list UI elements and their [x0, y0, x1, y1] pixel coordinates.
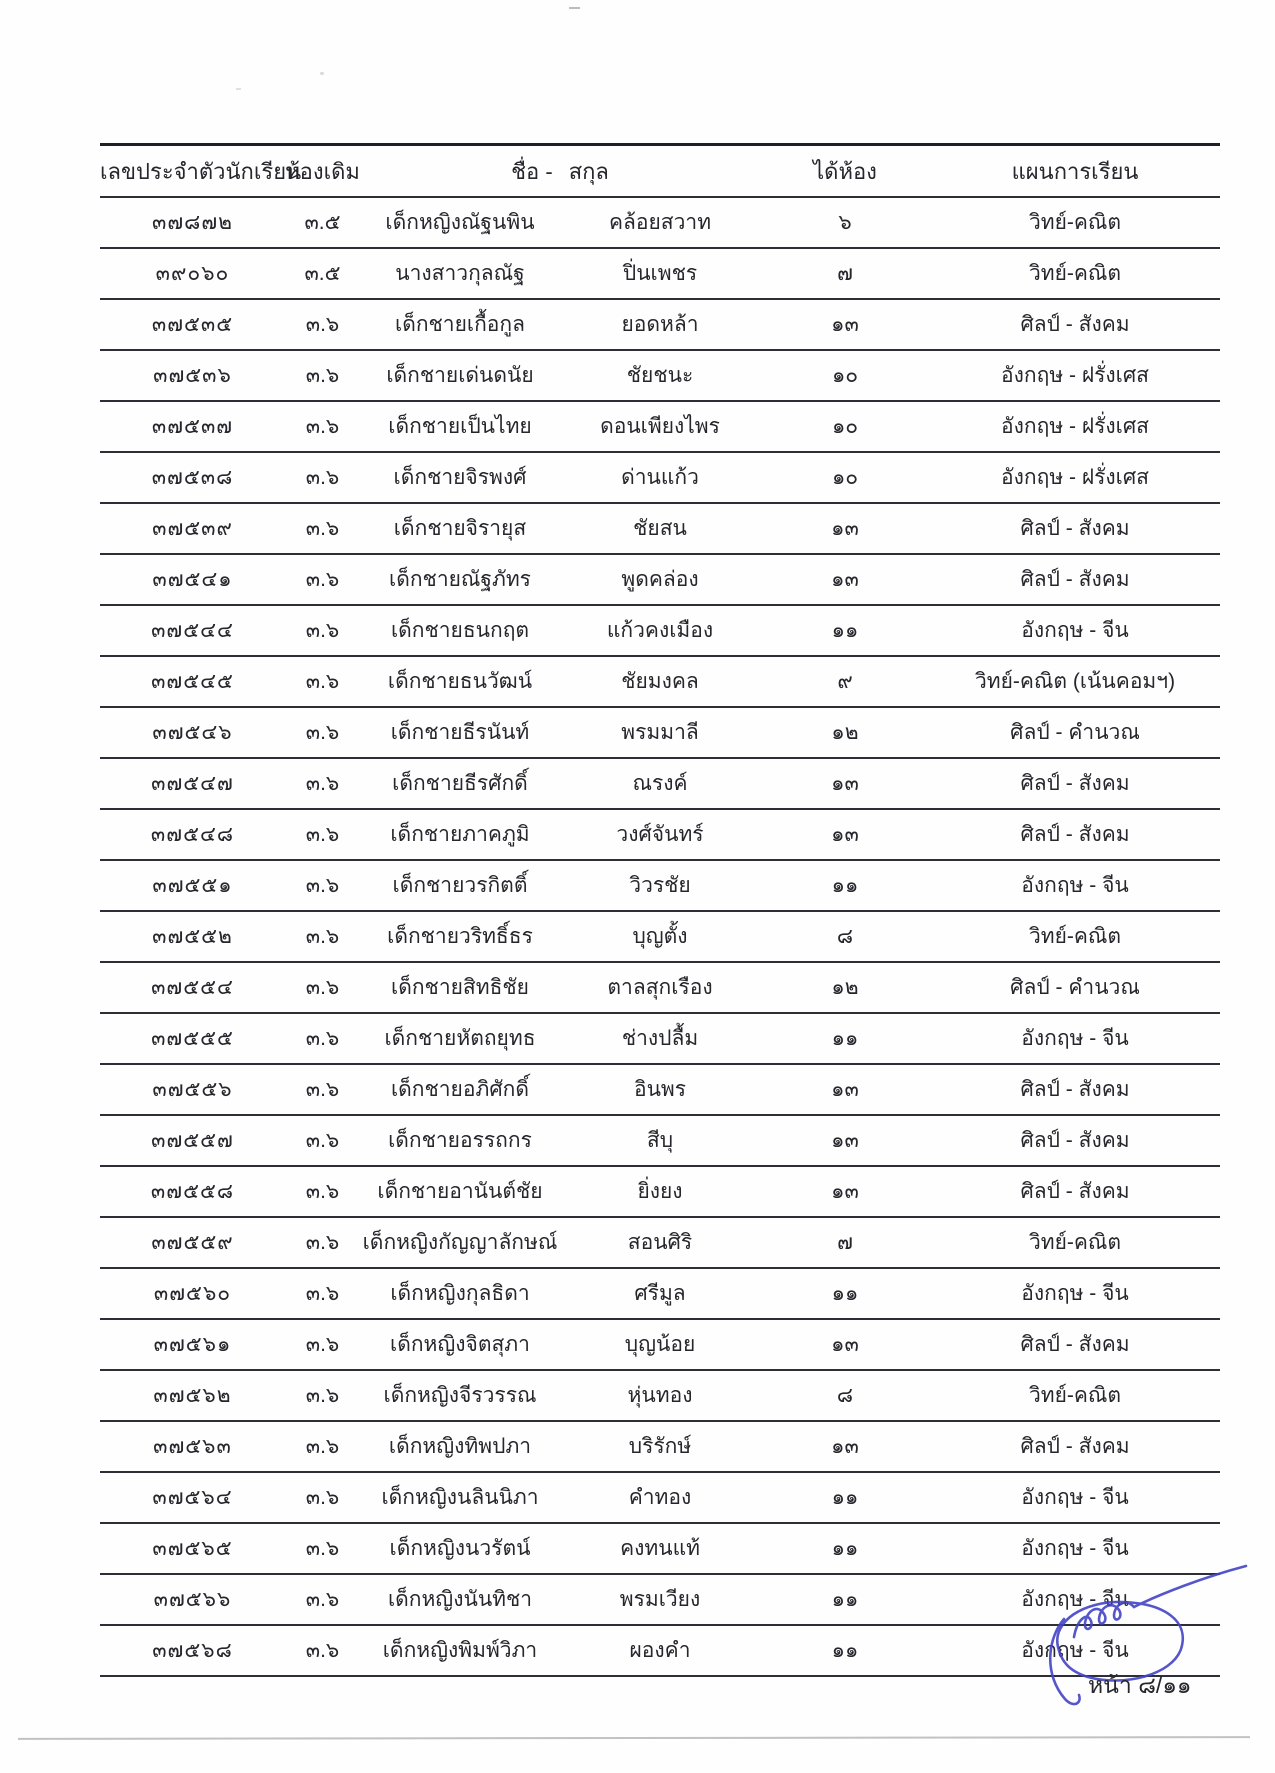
- student-row: [100, 1064, 1220, 1115]
- cell-assigned-room: ๑๓: [760, 1319, 930, 1370]
- cell-first-name: เด็กหญิงกัญญาลักษณ์: [360, 1217, 560, 1268]
- student-row: [100, 1115, 1220, 1166]
- cell-assigned-room: ๑๑: [760, 1574, 930, 1625]
- cell-last-name: พรมเวียง: [560, 1574, 760, 1625]
- cell-last-name: บุญน้อย: [560, 1319, 760, 1370]
- cell-student-id: ๓๗๕๔๕: [100, 656, 285, 707]
- cell-student-id: ๓๗๕๕๔: [100, 962, 285, 1013]
- cell-student-id: ๓๗๕๖๐: [100, 1268, 285, 1319]
- student-row: [100, 1319, 1220, 1370]
- cell-student-id: ๓๗๕๓๘: [100, 452, 285, 503]
- header-name-surname: [360, 145, 760, 198]
- scan-artifact-line: [18, 1736, 1250, 1740]
- cell-first-name: เด็กชายธีรศักดิ์: [360, 758, 560, 809]
- student-row: [100, 1268, 1220, 1319]
- cell-assigned-room: ๑๑: [760, 1472, 930, 1523]
- cell-old-room: ๓.๖: [285, 809, 360, 860]
- cell-study-plan: ศิลป์ - สังคม: [930, 299, 1220, 350]
- cell-first-name: เด็กชายณัฐภัทร: [360, 554, 560, 605]
- cell-study-plan: อังกฤษ - จีน: [930, 1625, 1220, 1676]
- cell-first-name: เด็กหญิงพิมพ์วิภา: [360, 1625, 560, 1676]
- cell-old-room: ๓.๖: [285, 554, 360, 605]
- cell-old-room: ๓.๖: [285, 1421, 360, 1472]
- cell-first-name: เด็กหญิงจิตสุภา: [360, 1319, 560, 1370]
- cell-old-room: ๓.๖: [285, 911, 360, 962]
- cell-first-name: เด็กชายจิรพงศ์: [360, 452, 560, 503]
- cell-study-plan: อังกฤษ - จีน: [930, 1268, 1220, 1319]
- cell-student-id: ๓๗๕๕๖: [100, 1064, 285, 1115]
- cell-first-name: เด็กชายวริทธิ์ธร: [360, 911, 560, 962]
- cell-first-name: เด็กชายจิรายุส: [360, 503, 560, 554]
- cell-student-id: ๓๗๕๖๔: [100, 1472, 285, 1523]
- cell-first-name: เด็กชายอรรถกร: [360, 1115, 560, 1166]
- header-study-plan: แผนการเรียน: [930, 145, 1220, 198]
- cell-first-name: นางสาวกุลณัฐ: [360, 248, 560, 299]
- cell-old-room: ๓.๖: [285, 1268, 360, 1319]
- cell-student-id: ๓๗๕๖๕: [100, 1523, 285, 1574]
- cell-study-plan: ศิลป์ - สังคม: [930, 1166, 1220, 1217]
- cell-study-plan: ศิลป์ - สังคม: [930, 1064, 1220, 1115]
- cell-old-room: ๓.๖: [285, 1472, 360, 1523]
- student-row: [100, 860, 1220, 911]
- student-row: [100, 1166, 1220, 1217]
- cell-old-room: ๓.๖: [285, 1370, 360, 1421]
- cell-assigned-room: ๗: [760, 248, 930, 299]
- cell-last-name: ชัยชนะ: [560, 350, 760, 401]
- scan-artifact-speck: [320, 72, 324, 75]
- student-row: [100, 452, 1220, 503]
- cell-student-id: ๓๗๕๕๒: [100, 911, 285, 962]
- cell-student-id: ๓๗๕๕๑: [100, 860, 285, 911]
- cell-old-room: ๓.๖: [285, 860, 360, 911]
- cell-first-name: เด็กหญิงณัฐนพิน: [360, 197, 560, 248]
- cell-student-id: ๓๗๕๖๒: [100, 1370, 285, 1421]
- cell-study-plan: ศิลป์ - สังคม: [930, 1421, 1220, 1472]
- cell-assigned-room: ๑๓: [760, 1421, 930, 1472]
- cell-old-room: ๓.๖: [285, 1115, 360, 1166]
- cell-old-room: ๓.๖: [285, 1166, 360, 1217]
- header-surname: สกุล: [568, 158, 609, 184]
- student-row: [100, 1013, 1220, 1064]
- cell-last-name: ยอดหล้า: [560, 299, 760, 350]
- cell-assigned-room: ๑๑: [760, 1013, 930, 1064]
- student-row: [100, 503, 1220, 554]
- student-row: [100, 1217, 1220, 1268]
- cell-study-plan: อังกฤษ - จีน: [930, 1472, 1220, 1523]
- student-row: [100, 809, 1220, 860]
- cell-student-id: ๓๗๕๓๙: [100, 503, 285, 554]
- student-table-body: [100, 197, 1220, 1676]
- header-old-room: ห้องเดิม: [285, 145, 360, 198]
- cell-study-plan: อังกฤษ - ฝรั่งเศส: [930, 350, 1220, 401]
- student-row: [100, 401, 1220, 452]
- cell-first-name: เด็กชายอภิศักดิ์: [360, 1064, 560, 1115]
- cell-last-name: คำทอง: [560, 1472, 760, 1523]
- cell-student-id: ๓๗๕๔๗: [100, 758, 285, 809]
- cell-study-plan: วิทย์-คณิต: [930, 1370, 1220, 1421]
- cell-old-room: ๓.๖: [285, 350, 360, 401]
- cell-first-name: เด็กชายธีรนันท์: [360, 707, 560, 758]
- cell-student-id: ๓๗๘๗๒: [100, 197, 285, 248]
- cell-student-id: ๓๗๕๓๗: [100, 401, 285, 452]
- cell-last-name: ช่างปลื้ม: [560, 1013, 760, 1064]
- header-student-id: เลขประจำตัวนักเรียน: [100, 145, 285, 198]
- cell-old-room: ๓.๖: [285, 656, 360, 707]
- cell-last-name: วงศ์จันทร์: [560, 809, 760, 860]
- cell-last-name: แก้วคงเมือง: [560, 605, 760, 656]
- cell-old-room: ๓.๕: [285, 197, 360, 248]
- cell-old-room: ๓.๖: [285, 1625, 360, 1676]
- cell-assigned-room: ๘: [760, 911, 930, 962]
- cell-assigned-room: ๑๐: [760, 452, 930, 503]
- cell-last-name: พรมมาลี: [560, 707, 760, 758]
- cell-first-name: เด็กชายอานันต์ชัย: [360, 1166, 560, 1217]
- cell-last-name: บริรักษ์: [560, 1421, 760, 1472]
- cell-assigned-room: ๑๓: [760, 758, 930, 809]
- cell-first-name: เด็กหญิงนันทิชา: [360, 1574, 560, 1625]
- header-assigned-room: ได้ห้อง: [760, 145, 930, 198]
- cell-assigned-room: ๘: [760, 1370, 930, 1421]
- cell-assigned-room: ๑๓: [760, 554, 930, 605]
- cell-first-name: เด็กชายเกื้อกูล: [360, 299, 560, 350]
- cell-last-name: สอนศิริ: [560, 1217, 760, 1268]
- cell-last-name: ศรีมูล: [560, 1268, 760, 1319]
- cell-study-plan: อังกฤษ - ฝรั่งเศส: [930, 401, 1220, 452]
- cell-last-name: หุ่นทอง: [560, 1370, 760, 1421]
- cell-last-name: ดอนเพียงไพร: [560, 401, 760, 452]
- cell-study-plan: วิทย์-คณิต: [930, 911, 1220, 962]
- cell-last-name: ด่านแก้ว: [560, 452, 760, 503]
- cell-student-id: ๓๗๕๔๑: [100, 554, 285, 605]
- cell-old-room: ๓.๖: [285, 1523, 360, 1574]
- student-row: [100, 707, 1220, 758]
- cell-first-name: เด็กหญิงกุลธิดา: [360, 1268, 560, 1319]
- student-row: [100, 1574, 1220, 1625]
- cell-old-room: ๓.๖: [285, 503, 360, 554]
- cell-last-name: ยิ่งยง: [560, 1166, 760, 1217]
- cell-assigned-room: ๑๓: [760, 1115, 930, 1166]
- cell-assigned-room: ๑๑: [760, 1625, 930, 1676]
- cell-first-name: เด็กชายธนวัฒน์: [360, 656, 560, 707]
- cell-student-id: ๓๗๕๓๖: [100, 350, 285, 401]
- student-row: [100, 962, 1220, 1013]
- cell-first-name: เด็กชายภาคภูมิ: [360, 809, 560, 860]
- cell-student-id: ๓๗๕๔๔: [100, 605, 285, 656]
- cell-assigned-room: ๑๓: [760, 299, 930, 350]
- cell-first-name: เด็กชายเป็นไทย: [360, 401, 560, 452]
- cell-old-room: ๓.๖: [285, 707, 360, 758]
- cell-last-name: สีบุ: [560, 1115, 760, 1166]
- cell-student-id: ๓๗๕๓๕: [100, 299, 285, 350]
- cell-assigned-room: ๑๑: [760, 605, 930, 656]
- cell-study-plan: ศิลป์ - สังคม: [930, 1319, 1220, 1370]
- scan-artifact-speck: [236, 88, 241, 90]
- table-header-row: [100, 145, 1220, 198]
- cell-first-name: เด็กหญิงนลินนิภา: [360, 1472, 560, 1523]
- cell-study-plan: ศิลป์ - สังคม: [930, 554, 1220, 605]
- student-row: [100, 350, 1220, 401]
- cell-assigned-room: ๖: [760, 197, 930, 248]
- cell-last-name: ชัยมงคล: [560, 656, 760, 707]
- cell-first-name: เด็กชายธนกฤต: [360, 605, 560, 656]
- cell-study-plan: อังกฤษ - จีน: [930, 1523, 1220, 1574]
- student-room-assignment-table: [100, 143, 1220, 1677]
- cell-last-name: ณรงค์: [560, 758, 760, 809]
- student-row: [100, 197, 1220, 248]
- cell-study-plan: ศิลป์ - สังคม: [930, 758, 1220, 809]
- cell-study-plan: ศิลป์ - สังคม: [930, 503, 1220, 554]
- cell-old-room: ๓.๖: [285, 452, 360, 503]
- cell-assigned-room: ๑๒: [760, 707, 930, 758]
- cell-student-id: ๓๗๕๖๖: [100, 1574, 285, 1625]
- cell-student-id: ๓๙๐๖๐: [100, 248, 285, 299]
- cell-study-plan: อังกฤษ - ฝรั่งเศส: [930, 452, 1220, 503]
- cell-old-room: ๓.๖: [285, 1319, 360, 1370]
- cell-student-id: ๓๗๕๖๓: [100, 1421, 285, 1472]
- cell-student-id: ๓๗๕๖๘: [100, 1625, 285, 1676]
- cell-study-plan: ศิลป์ - คำนวณ: [930, 707, 1220, 758]
- cell-last-name: พูดคล่อง: [560, 554, 760, 605]
- cell-assigned-room: ๑๓: [760, 1064, 930, 1115]
- page-number-label: หน้า ๘/๑๑: [1088, 1672, 1192, 1698]
- cell-study-plan: วิทย์-คณิต (เน้นคอมฯ): [930, 656, 1220, 707]
- cell-study-plan: ศิลป์ - คำนวณ: [930, 962, 1220, 1013]
- cell-student-id: ๓๗๕๕๗: [100, 1115, 285, 1166]
- cell-old-room: ๓.๖: [285, 1064, 360, 1115]
- cell-study-plan: ศิลป์ - สังคม: [930, 809, 1220, 860]
- cell-assigned-room: ๑๒: [760, 962, 930, 1013]
- cell-last-name: ผองคำ: [560, 1625, 760, 1676]
- cell-student-id: ๓๗๕๔๖: [100, 707, 285, 758]
- cell-assigned-room: ๑๓: [760, 1166, 930, 1217]
- cell-last-name: บุญตั้ง: [560, 911, 760, 962]
- cell-old-room: ๓.๖: [285, 299, 360, 350]
- cell-assigned-room: ๗: [760, 1217, 930, 1268]
- cell-study-plan: อังกฤษ - จีน: [930, 605, 1220, 656]
- cell-first-name: เด็กหญิงทิพปภา: [360, 1421, 560, 1472]
- student-row: [100, 1370, 1220, 1421]
- cell-old-room: ๓.๖: [285, 1217, 360, 1268]
- cell-last-name: วิวรชัย: [560, 860, 760, 911]
- cell-old-room: ๓.๖: [285, 1574, 360, 1625]
- cell-last-name: คล้อยสวาท: [560, 197, 760, 248]
- cell-old-room: ๓.๖: [285, 401, 360, 452]
- student-row: [100, 299, 1220, 350]
- cell-student-id: ๓๗๕๕๘: [100, 1166, 285, 1217]
- cell-assigned-room: ๑๑: [760, 1268, 930, 1319]
- cell-old-room: ๓.๖: [285, 962, 360, 1013]
- cell-assigned-room: ๑๑: [760, 860, 930, 911]
- cell-old-room: ๓.๖: [285, 1013, 360, 1064]
- cell-old-room: ๓.๖: [285, 605, 360, 656]
- cell-first-name: เด็กชายสิทธิชัย: [360, 962, 560, 1013]
- student-row: [100, 656, 1220, 707]
- cell-study-plan: ศิลป์ - สังคม: [930, 1115, 1220, 1166]
- cell-last-name: ชัยสน: [560, 503, 760, 554]
- cell-assigned-room: ๑๓: [760, 809, 930, 860]
- cell-first-name: เด็กชายวรกิตติ์: [360, 860, 560, 911]
- student-row: [100, 554, 1220, 605]
- cell-assigned-room: ๑๐: [760, 401, 930, 452]
- cell-first-name: เด็กหญิงนวรัตน์: [360, 1523, 560, 1574]
- cell-student-id: ๓๗๕๕๕: [100, 1013, 285, 1064]
- cell-student-id: ๓๗๕๕๙: [100, 1217, 285, 1268]
- cell-old-room: ๓.๕: [285, 248, 360, 299]
- cell-first-name: เด็กชายเด่นดนัย: [360, 350, 560, 401]
- cell-assigned-room: ๑๓: [760, 503, 930, 554]
- student-row: [100, 911, 1220, 962]
- student-row: [100, 1472, 1220, 1523]
- cell-student-id: ๓๗๕๔๘: [100, 809, 285, 860]
- student-row: [100, 1625, 1220, 1676]
- cell-last-name: อินพร: [560, 1064, 760, 1115]
- cell-study-plan: วิทย์-คณิต: [930, 197, 1220, 248]
- cell-old-room: ๓.๖: [285, 758, 360, 809]
- cell-last-name: ตาลสุกเรือง: [560, 962, 760, 1013]
- student-row: [100, 758, 1220, 809]
- cell-study-plan: อังกฤษ - จีน: [930, 1013, 1220, 1064]
- cell-assigned-room: ๙: [760, 656, 930, 707]
- student-row: [100, 1421, 1220, 1472]
- cell-first-name: เด็กชายหัตถยุทธ: [360, 1013, 560, 1064]
- cell-assigned-room: ๑๑: [760, 1523, 930, 1574]
- header-first-name: ชื่อ -: [511, 158, 553, 184]
- cell-last-name: ปิ่นเพชร: [560, 248, 760, 299]
- cell-study-plan: วิทย์-คณิต: [930, 1217, 1220, 1268]
- cell-study-plan: อังกฤษ - จีน: [930, 860, 1220, 911]
- cell-student-id: ๓๗๕๖๑: [100, 1319, 285, 1370]
- cell-study-plan: อังกฤษ - จีน: [930, 1574, 1220, 1625]
- student-row: [100, 248, 1220, 299]
- cell-first-name: เด็กหญิงจีรวรรณ: [360, 1370, 560, 1421]
- cell-last-name: คงทนแท้: [560, 1523, 760, 1574]
- scan-artifact-speck: [569, 7, 580, 9]
- student-row: [100, 1523, 1220, 1574]
- cell-assigned-room: ๑๐: [760, 350, 930, 401]
- student-row: [100, 605, 1220, 656]
- cell-study-plan: วิทย์-คณิต: [930, 248, 1220, 299]
